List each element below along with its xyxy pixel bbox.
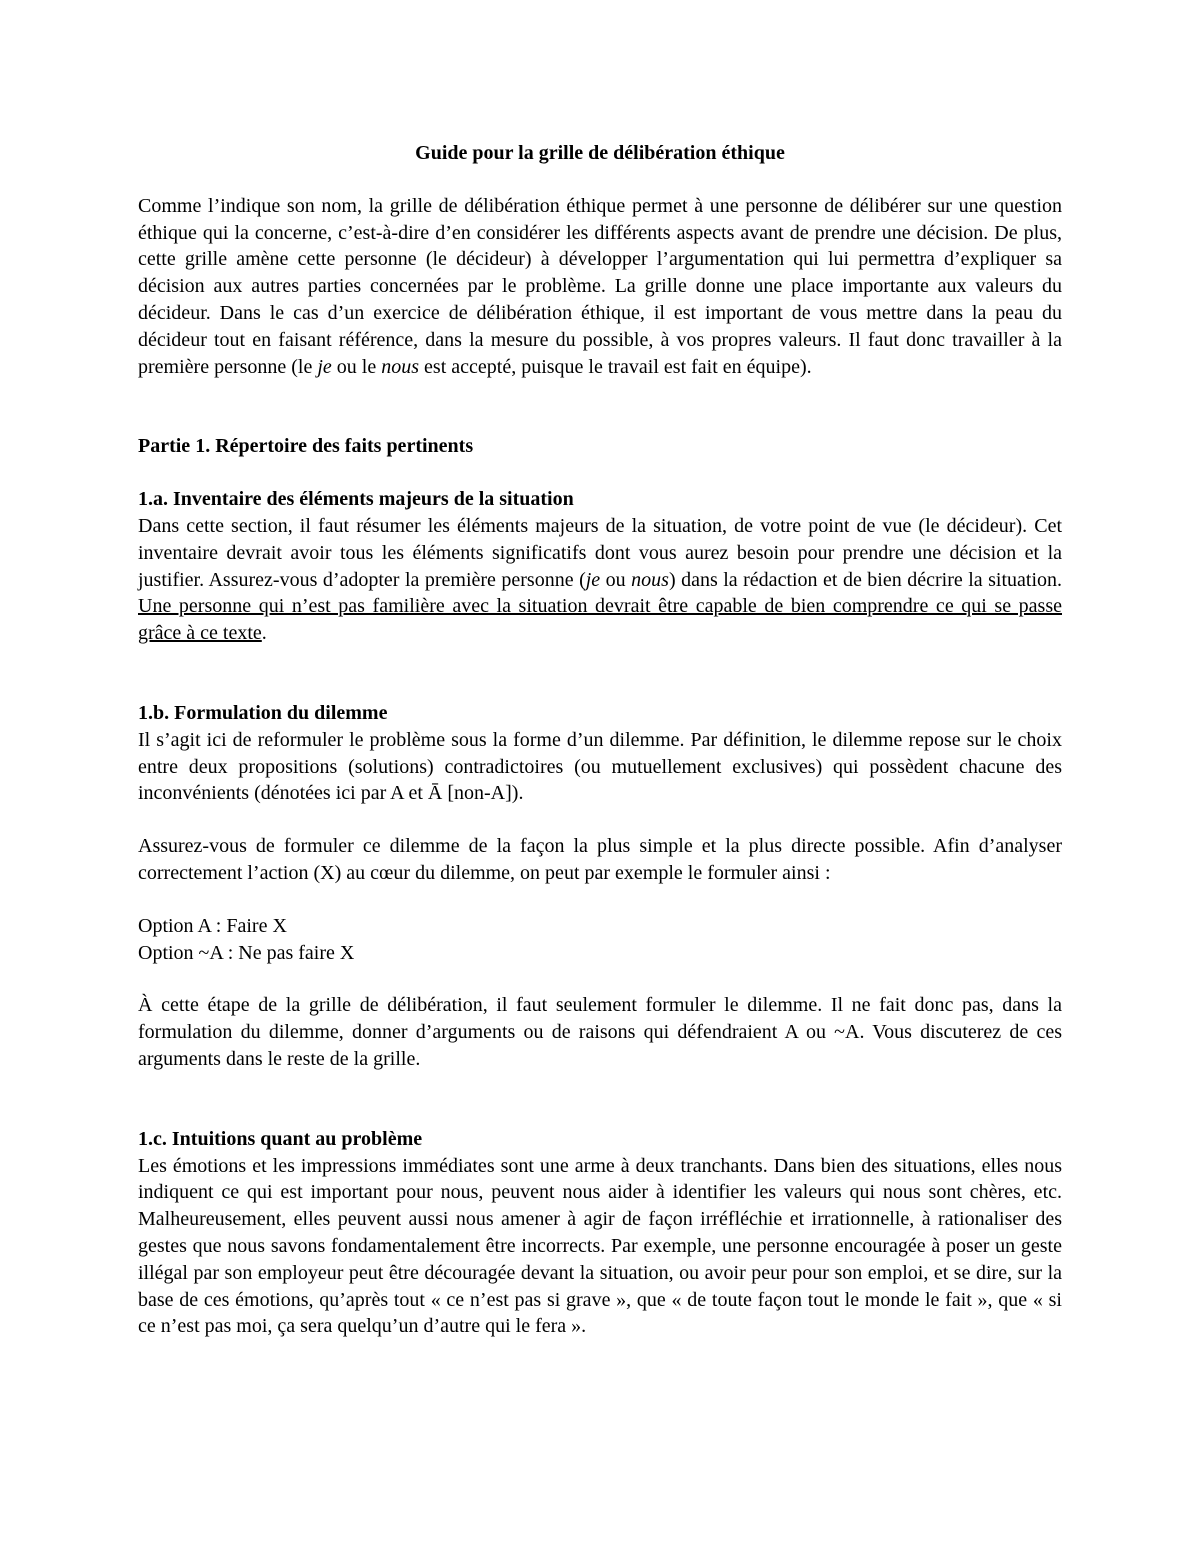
section-1b-heading: 1.b. Formulation du dilemme: [138, 701, 388, 724]
intro-between: ou le: [331, 355, 382, 378]
section-1b-paragraph-3: À cette étape de la grille de délibération, il faut seulement formuler le dilemme. Il ne fait donc pas, dans la formulation du dilemme, donner d’arguments ou de raisons qui défendraient A ou ~A. Vous discuterez de ces arguments dans le reste de la grille.: [138, 994, 1062, 1070]
intro-je: je: [317, 355, 332, 378]
option-a: Option A : Faire X: [138, 914, 287, 937]
section-1a-je: je: [585, 568, 601, 591]
part1-heading: Partie 1. Répertoire des faits pertinents: [138, 435, 474, 458]
section-1b-paragraph-2: Assurez-vous de formuler ce dilemme de la façon la plus simple et la plus directe possible. Afin d’analyser correctement l’action (X) au cœur du dilemme, on peut par exemple le formuler ainsi :: [138, 835, 1062, 884]
spacer: [138, 887, 1062, 913]
section-1a-paragraph: [138, 513, 1062, 647]
document-title: Guide pour la grille de délibération éthique: [415, 142, 785, 164]
spacer: [138, 1073, 1062, 1126]
section-1a-nous: nous: [631, 568, 669, 591]
section-1c-heading: 1.c. Intuitions quant au problème: [138, 1127, 423, 1150]
section-1a-end: .: [261, 622, 267, 645]
section-1a-heading: 1.a. Inventaire des éléments majeurs de la situation: [138, 488, 574, 511]
intro-text: Comme l’indique son nom, la grille de délibération éthique permet à une personne de délibérer sur une question éthique qui la concerne, c’est-à-dire d’en considérer les différents aspects avant de prendre une décision. De plus, cette grille amène cette personne (le décideur) à développer l’argumentation qui lui permettra d’expliquer sa décision aux autres parties concernées par le problème. La grille donne une place importante aux valeurs du décideur. Dans le cas d’un exercice de délibération éthique, il est important de vous mettre dans la peau du décideur tout en faisant référence, dans la mesure du possible, à vos propres valeurs. Il faut donc travailler à la première personne (le: [138, 194, 1062, 378]
option-not-a: Option ~A : Ne pas faire X: [138, 941, 355, 964]
spacer: [138, 807, 1062, 833]
section-1a-between: ou: [600, 568, 632, 591]
intro-nous: nous: [381, 355, 420, 378]
spacer: [138, 460, 1062, 486]
document-page: [138, 140, 1062, 1340]
section-1c-paragraph: Les émotions et les impressions immédiates sont une arme à deux tranchants. Dans bien des situations, elles nous indiquent ce qui est important pour nous, peuvent nous aider à identifier les valeurs qui nous sont chères, etc. Malheureusement, elles peuvent aussi nous amener à agir de façon irréfléchie et irrationnelle, à rationaliser des gestes que nous savons fondamentalement être incorrects. Par exemple, une personne encouragée à poser un geste illégal par son employeur peut être découragée devant la situation, ou avoir peur pour son emploi, et se dire, sur la base de ces émotions, qu’après tout « ce n’est pas si grave », que « de toute façon tout le monde le fait », que « si ce n’est pas moi, ça sera quelqu’un d’autre qui le fera ».: [138, 1154, 1062, 1338]
spacer: [138, 380, 1062, 433]
spacer: [138, 966, 1062, 992]
intro-end: est accepté, puisque le travail est fait en équipe).: [419, 355, 812, 378]
spacer: [138, 647, 1062, 700]
section-1a-underlined: Une personne qui n’est pas familière avec la situation devrait être capable de bien comprendre ce qui se passe grâce à ce texte: [138, 595, 1062, 645]
intro-paragraph: [138, 193, 1062, 381]
section-1a-text: Dans cette section, il faut résumer les éléments majeurs de la situation, de votre point de vue (le décideur). Cet inventaire devrait avoir tous les éléments significatifs dont vous aurez besoin pour prendre une décision et la justifier. Assurez-vous d’adopter la première personne (: [138, 514, 1062, 591]
section-1a-after: ) dans la rédaction et de bien décrire la situation.: [668, 568, 1063, 591]
section-1b-paragraph-1: Il s’agit ici de reformuler le problème sous la forme d’un dilemme. Par définition, le dilemme repose sur le choix entre deux propositions (solutions) contradictoires (ou mutuellement exclusives) qui possèdent chacune des inconvénients (dénotées ici par A et Ā [non-A]).: [138, 728, 1062, 805]
